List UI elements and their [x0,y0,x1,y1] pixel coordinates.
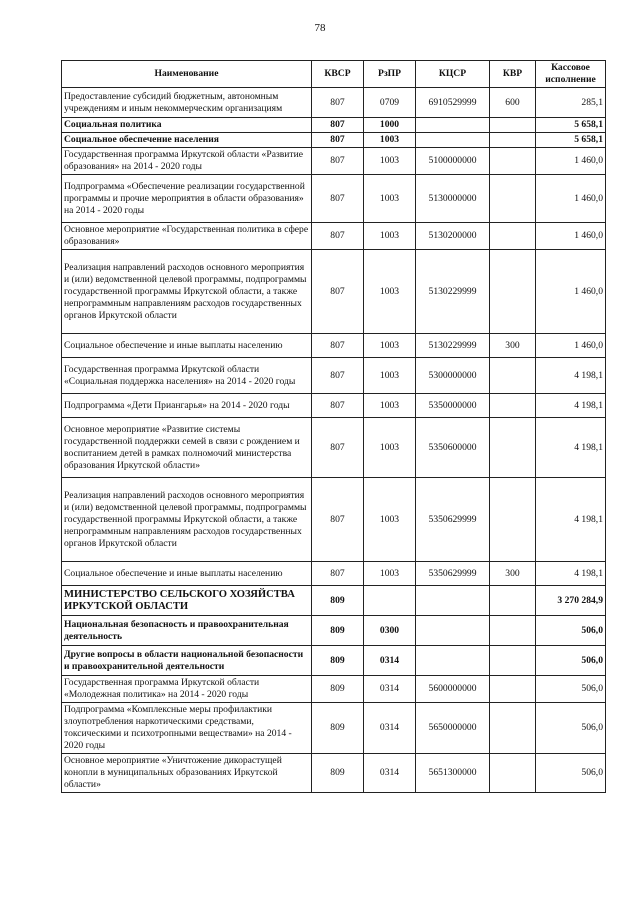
cell-kvr [490,676,536,703]
cell-name: Реализация направлений расходов основного мероприятия и (или) ведомственной целевой программы, подпрограммы государственной программы Иркутской области, а также непрограммным направлениям расходов государственных органов Иркутской области [62,478,312,562]
cell-rzpr [364,586,416,616]
cell-ktsr: 5130200000 [416,223,490,250]
cell-kvsr: 809 [312,616,364,646]
cell-rzpr: 1003 [364,223,416,250]
cell-kvsr: 807 [312,394,364,418]
cell-sum: 506,0 [536,703,606,754]
table-row [62,418,606,478]
cell-name: Социальное обеспечение населения [62,133,312,148]
cell-sum: 506,0 [536,646,606,676]
cell-kvr [490,148,536,175]
header-name: Наименование [62,61,312,88]
cell-rzpr: 1000 [364,118,416,133]
cell-kvr [490,223,536,250]
table-row [62,88,606,118]
cell-ktsr [416,616,490,646]
cell-ktsr: 5350000000 [416,394,490,418]
cell-ktsr [416,118,490,133]
cell-rzpr: 1003 [364,478,416,562]
table-header [62,61,606,88]
cell-name: МИНИСТЕРСТВО СЕЛЬСКОГО ХОЗЯЙСТВА ИРКУТСКОЙ ОБЛАСТИ [62,586,312,616]
cell-sum: 5 658,1 [536,118,606,133]
table-row [62,358,606,394]
cell-rzpr: 1003 [364,394,416,418]
cell-rzpr: 0314 [364,646,416,676]
cell-ktsr: 5651300000 [416,754,490,793]
cell-sum: 5 658,1 [536,133,606,148]
cell-sum: 285,1 [536,88,606,118]
cell-kvsr: 807 [312,175,364,223]
table-row [62,616,606,646]
cell-kvr [490,703,536,754]
cell-sum: 4 198,1 [536,562,606,586]
cell-ktsr [416,646,490,676]
cell-rzpr: 0300 [364,616,416,646]
table-row [62,676,606,703]
cell-ktsr [416,133,490,148]
cell-name: Другие вопросы в области национальной безопасности и правоохранительной деятельности [62,646,312,676]
cell-rzpr: 0314 [364,703,416,754]
cell-name: Социальное обеспечение и иные выплаты населению [62,334,312,358]
cell-name: Государственная программа Иркутской области «Социальная поддержка населения» на 2014 - 2020 годы [62,358,312,394]
cell-kvr: 600 [490,88,536,118]
cell-ktsr: 5600000000 [416,676,490,703]
cell-kvr [490,586,536,616]
cell-kvr [490,646,536,676]
table-row [62,118,606,133]
cell-kvsr: 807 [312,118,364,133]
cell-sum: 4 198,1 [536,478,606,562]
header-kvsr: КВСР [312,61,364,88]
cell-rzpr: 0709 [364,88,416,118]
cell-sum: 1 460,0 [536,175,606,223]
table-row [62,133,606,148]
cell-kvr [490,478,536,562]
cell-name: Социальное обеспечение и иные выплаты населению [62,562,312,586]
cell-kvsr: 807 [312,223,364,250]
cell-kvsr: 809 [312,703,364,754]
cell-name: Подпрограмма «Комплексные меры профилактики злоупотребления наркотическими средствами, токсическими и психотропными веществами» на 2014 - 2020 годы [62,703,312,754]
header-kvr: КВР [490,61,536,88]
table-row [62,175,606,223]
cell-kvr [490,754,536,793]
cell-sum: 506,0 [536,676,606,703]
cell-kvsr: 807 [312,250,364,334]
cell-rzpr: 1003 [364,148,416,175]
cell-name: Подпрограмма «Дети Приангарья» на 2014 - 2020 годы [62,394,312,418]
cell-rzpr: 1003 [364,418,416,478]
cell-name: Основное мероприятие «Развитие системы государственной поддержки семей в связи с рождением и воспитанием детей в рамках полномочий министерства образования Иркутской области» [62,418,312,478]
cell-ktsr: 5130229999 [416,334,490,358]
cell-sum: 506,0 [536,754,606,793]
cell-rzpr: 1003 [364,175,416,223]
cell-sum: 1 460,0 [536,223,606,250]
cell-name: Национальная безопасность и правоохранительная деятельность [62,616,312,646]
cell-kvsr: 807 [312,148,364,175]
table-row [62,394,606,418]
cell-kvr: 300 [490,562,536,586]
cell-name: Реализация направлений расходов основного мероприятия и (или) ведомственной целевой программы, подпрограммы государственной программы Иркутской области, а также непрограммным направлениям расходов государственных органов Иркутской области [62,250,312,334]
cell-kvr [490,418,536,478]
cell-kvsr: 807 [312,334,364,358]
cell-ktsr: 5350629999 [416,562,490,586]
table-row [62,148,606,175]
table-row [62,334,606,358]
cell-sum: 4 198,1 [536,418,606,478]
cell-sum: 3 270 284,9 [536,586,606,616]
cell-rzpr: 1003 [364,334,416,358]
cell-kvr [490,394,536,418]
cell-kvsr: 807 [312,418,364,478]
table-row [62,562,606,586]
cell-ktsr: 5650000000 [416,703,490,754]
table-body [62,88,606,793]
cell-kvsr: 809 [312,754,364,793]
cell-ktsr: 5350629999 [416,478,490,562]
expenditure-table [61,60,606,793]
cell-name: Предоставление субсидий бюджетным, автономным учреждениям и иным некоммерческим организациям [62,88,312,118]
cell-name: Государственная программа Иркутской области «Развитие образования» на 2014 - 2020 годы [62,148,312,175]
table-row [62,754,606,793]
cell-sum: 4 198,1 [536,358,606,394]
cell-sum: 506,0 [536,616,606,646]
cell-sum: 1 460,0 [536,148,606,175]
table-row [62,586,606,616]
cell-kvr [490,616,536,646]
cell-kvsr: 807 [312,88,364,118]
cell-kvr [490,175,536,223]
header-ktsr: КЦСР [416,61,490,88]
table-row [62,250,606,334]
cell-rzpr: 1003 [364,562,416,586]
cell-kvsr: 809 [312,676,364,703]
header-row [62,61,606,88]
header-sum: Кассовое исполнение [536,61,606,88]
cell-kvsr: 809 [312,586,364,616]
cell-sum: 1 460,0 [536,250,606,334]
cell-sum: 1 460,0 [536,334,606,358]
cell-rzpr: 1003 [364,250,416,334]
cell-kvsr: 807 [312,358,364,394]
cell-name: Подпрограмма «Обеспечение реализации государственной программы и прочие мероприятия в области образования» на 2014 - 2020 годы [62,175,312,223]
cell-ktsr: 5130000000 [416,175,490,223]
cell-kvsr: 807 [312,133,364,148]
cell-ktsr: 6910529999 [416,88,490,118]
cell-sum: 4 198,1 [536,394,606,418]
cell-kvsr: 809 [312,646,364,676]
cell-name: Основное мероприятие «Уничтожение дикорастущей конопли в муниципальных образованиях Иркутской области» [62,754,312,793]
cell-name: Государственная программа Иркутской области «Молодежная политика» на 2014 - 2020 годы [62,676,312,703]
cell-ktsr: 5100000000 [416,148,490,175]
cell-rzpr: 0314 [364,676,416,703]
header-rzpr: РзПР [364,61,416,88]
cell-kvsr: 807 [312,562,364,586]
table-row [62,703,606,754]
cell-kvr [490,118,536,133]
cell-kvr [490,133,536,148]
table-row [62,478,606,562]
cell-ktsr: 5130229999 [416,250,490,334]
table-row [62,223,606,250]
table-row [62,646,606,676]
cell-rzpr: 1003 [364,358,416,394]
cell-rzpr: 0314 [364,754,416,793]
cell-kvsr: 807 [312,478,364,562]
cell-ktsr: 5300000000 [416,358,490,394]
page-number: 78 [314,22,326,34]
cell-kvr: 300 [490,334,536,358]
cell-ktsr [416,586,490,616]
cell-name: Социальная политика [62,118,312,133]
cell-rzpr: 1003 [364,133,416,148]
cell-ktsr: 5350600000 [416,418,490,478]
cell-kvr [490,358,536,394]
cell-name: Основное мероприятие «Государственная политика в сфере образования» [62,223,312,250]
cell-kvr [490,250,536,334]
